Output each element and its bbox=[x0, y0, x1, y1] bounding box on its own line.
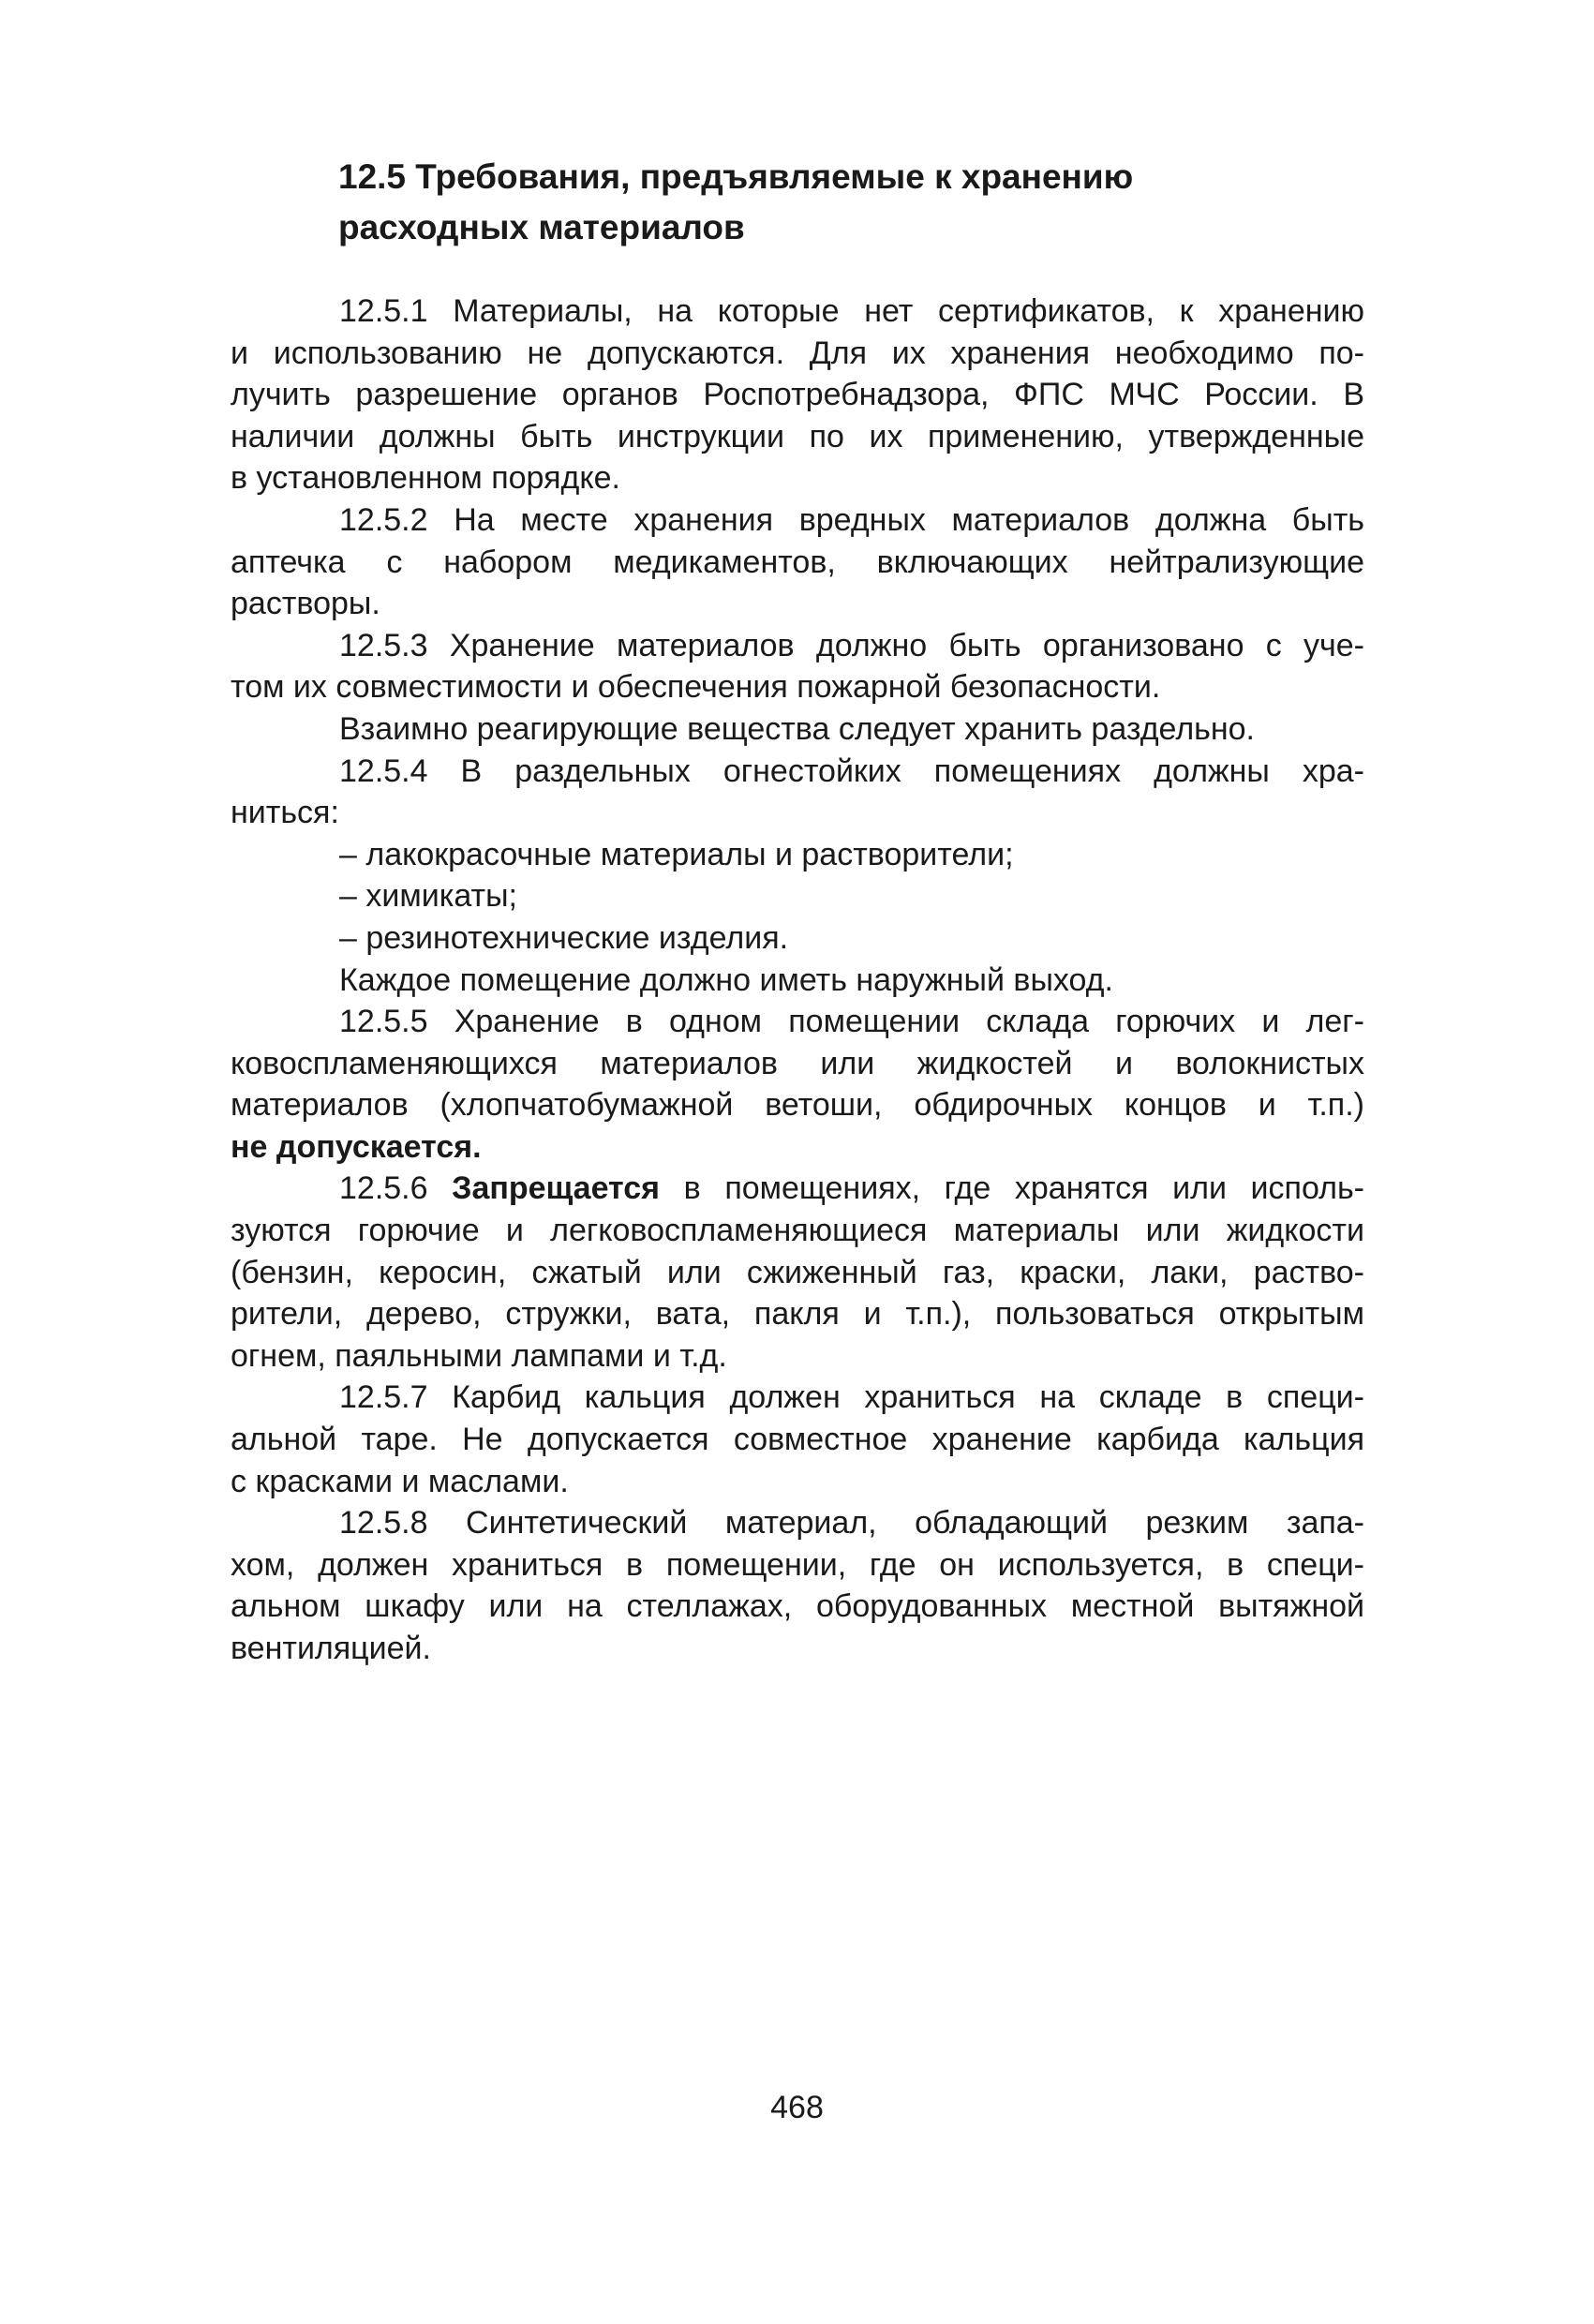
text-line: хом, должен храниться в помещении, где он используется, в специ- bbox=[231, 1546, 1364, 1583]
text-line: 12.5.7 Карбид кальция должен храниться на складе в специ- bbox=[339, 1379, 1364, 1416]
paragraph-12-5-7 bbox=[231, 1377, 1364, 1502]
text-line: наличии должны быть инструкции по их применению, утвержденные bbox=[231, 418, 1364, 454]
text-line: альном шкафу или на стеллажах, оборудованных местной вытяжной bbox=[231, 1588, 1364, 1625]
body-text bbox=[231, 290, 1364, 1670]
clause-number: 12.5.6 bbox=[339, 1170, 428, 1207]
text-line: рители, дерево, стружки, вата, пакля и т.п.), пользоваться открытым bbox=[231, 1296, 1364, 1333]
text-line: 12.5.4 В раздельных огнестойких помещениях должны хра- bbox=[339, 752, 1364, 789]
paragraph-12-5-4 bbox=[231, 751, 1364, 834]
section-heading bbox=[338, 152, 1369, 253]
list-item: – лакокрасочные материалы и растворители; bbox=[339, 836, 1014, 872]
text-line: огнем, паяльными лампами и т.д. bbox=[231, 1337, 727, 1374]
heading-line: расходных материалов bbox=[338, 208, 745, 246]
text-line: 12.5.8 Синтетический материал, обладающий резким запа- bbox=[339, 1505, 1364, 1542]
text-line: материалов (хлопчатобумажной ветоши, обдирочных концов и т.п.) bbox=[231, 1087, 1364, 1124]
text-line: аптечка с набором медикаментов, включающих нейтрализующие bbox=[231, 544, 1364, 580]
text-line: 12.5.5 Хранение в одном помещении склада горючих и лег- bbox=[339, 1004, 1364, 1040]
text-line: с красками и маслами. bbox=[231, 1463, 569, 1499]
text-line: Взаимно реагирующие вещества следует хранить раздельно. bbox=[339, 710, 1256, 747]
paragraph-12-5-8 bbox=[231, 1502, 1364, 1669]
bold-word: Запрещается bbox=[452, 1170, 661, 1207]
text-line: 12.5.1 Материалы, на которые нет сертификатов, к хранению bbox=[339, 293, 1364, 329]
text-line: в установленном порядке. bbox=[231, 460, 620, 497]
text-line: лучить разрешение органов Роспотребнадзора, ФПС МЧС России. В bbox=[231, 377, 1364, 413]
text-line: 12.5.2 На месте хранения вредных материалов должна быть bbox=[339, 501, 1364, 538]
text-line: 12.5.3 Хранение материалов должно быть организовано с уче- bbox=[339, 627, 1364, 663]
paragraph-12-5-2 bbox=[231, 499, 1364, 625]
text-line: растворы. bbox=[231, 586, 380, 622]
heading-line: 12.5 Требования, предъявляемые к хранению bbox=[338, 157, 1134, 196]
text-line: (бензин, керосин, сжатый или сжиженный газ, краски, лаки, раство- bbox=[231, 1254, 1364, 1290]
text-line: Каждое помещение должно иметь наружный выход. bbox=[339, 961, 1113, 998]
clause-text: в помещениях, где хранятся или исполь- bbox=[683, 1170, 1364, 1207]
text-line bbox=[231, 1168, 1364, 1210]
text-line: вентиляцией. bbox=[231, 1631, 431, 1666]
text-line: зуются горючие и легковоспламеняющиеся материалы или жидкости bbox=[231, 1213, 1364, 1249]
paragraph-exit bbox=[231, 960, 1364, 1002]
text-line: ниться: bbox=[231, 795, 339, 831]
text-line: альной таре. Не допускается совместное хранение карбида кальция bbox=[231, 1422, 1364, 1458]
paragraph-12-5-3 bbox=[231, 625, 1364, 708]
storage-list bbox=[231, 834, 1364, 960]
paragraph-12-5-5 bbox=[231, 1001, 1364, 1168]
text-line: том их совместимости и обеспечения пожарной безопасности. bbox=[231, 669, 1161, 706]
paragraph-reactive-substances bbox=[231, 708, 1364, 751]
paragraph-12-5-1 bbox=[231, 290, 1364, 499]
list-item: – химикаты; bbox=[339, 878, 517, 915]
list-item: – резинотехнические изделия. bbox=[339, 919, 789, 956]
bold-text-line: не допускается. bbox=[231, 1128, 482, 1165]
page-number: 468 bbox=[770, 2090, 824, 2125]
paragraph-12-5-6 bbox=[231, 1168, 1364, 1377]
text-line: и использованию не допускаются. Для их хранения необходимо по- bbox=[231, 335, 1364, 371]
text-line: ковоспламеняющихся материалов или жидкостей и волокнистых bbox=[231, 1045, 1364, 1081]
